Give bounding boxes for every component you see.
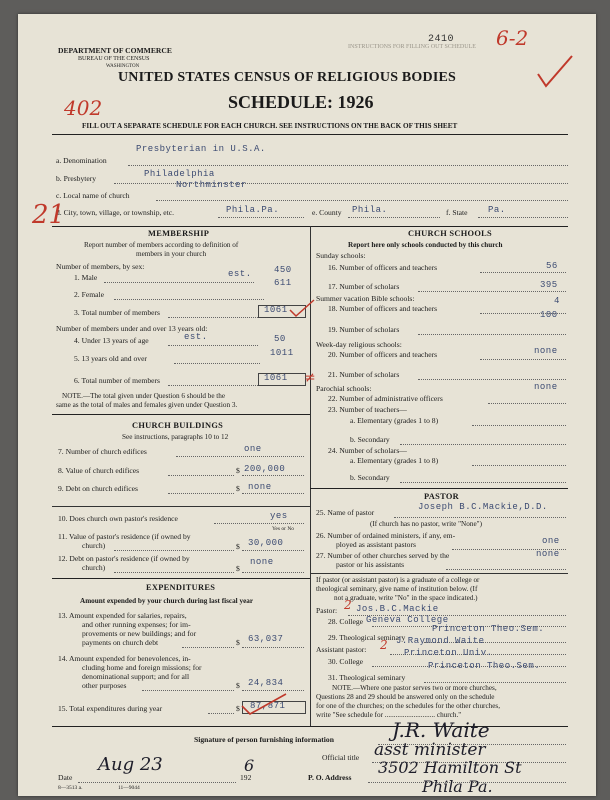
red-mark-asst: 2 [380, 638, 388, 652]
q3-value: 1061 [264, 305, 288, 315]
q18-value: 4 [554, 296, 560, 306]
q14-label-b: cluding home and foreign missions; for [82, 663, 202, 672]
city-label: WASHINGTON [106, 64, 140, 69]
q8-value: 200,000 [244, 464, 286, 474]
local-name-value: Northminster [176, 180, 247, 190]
parochial-label: Parochial schools: [316, 384, 372, 393]
q2-label: 2. Female [74, 290, 104, 299]
q21-label: 21. Number of scholars [328, 370, 400, 379]
q11-label-b: church) [82, 541, 106, 550]
q2-value: 611 [274, 278, 292, 288]
asst-pastor-value: J.Raymond Waite [396, 636, 485, 646]
q12-value: none [250, 557, 274, 567]
q24-label: 24. Number of scholars— [328, 446, 407, 455]
bleed-through-text: INSTRUCTIONS FOR FILLING OUT SCHEDULE [348, 44, 476, 50]
pastor-note-3: for one of the churches; on the schedules for the other churches, [316, 702, 501, 710]
q6-label: 6. Total number of members [74, 376, 161, 385]
q26-value: one [542, 536, 560, 546]
official-title-label: Official title [322, 753, 360, 762]
state-label: f. State [446, 208, 468, 217]
expenditures-sub: Amount expended by your church during last fiscal year [80, 597, 254, 605]
county-value: Phila. [352, 205, 388, 215]
handwritten-code: 6-2 [496, 26, 529, 50]
q20-label: 20. Number of officers and teachers [328, 350, 438, 359]
q26-label-b: ployed as assistant pastors [336, 540, 416, 549]
red-check-q15-icon [240, 692, 290, 716]
parochial-value: none [534, 382, 558, 392]
red-margin-number: 402 [64, 96, 103, 120]
q19-value: 100 [540, 310, 558, 320]
q29-value: Princeton Theo.Sem. [432, 624, 545, 634]
grad-instr-1: If pastor (or assistant pastor) is a graduate of a college or [316, 576, 480, 584]
q17-label: 17. Number of scholars [328, 282, 400, 291]
q1-value: 450 [274, 265, 292, 275]
schools-title: CHURCH SCHOOLS [408, 229, 493, 238]
q16-label: 16. Number of officers and teachers [328, 263, 438, 272]
q23-label: 23. Number of teachers— [328, 405, 407, 414]
q10-value: yes [270, 511, 288, 521]
q7-label: 7. Number of church edifices [58, 447, 147, 456]
denomination-value: Presbyterian in U.S.A. [136, 144, 266, 154]
by-sex-label: Number of members, by sex: [56, 262, 145, 271]
q25-value: Joseph B.C.Mackie,D.D. [418, 502, 548, 512]
q1-note: est. [228, 269, 252, 279]
q6-value: 1061 [264, 373, 288, 383]
q14-value: 24,834 [248, 678, 284, 688]
q14-label-c: denominational support; and for all [82, 672, 190, 681]
city-town-label: d. City, town, village, or township, etc. [56, 208, 175, 217]
year-value: 6 [244, 756, 255, 775]
membership-note2: same as the total of males and females given under Question 3. [56, 401, 238, 409]
red-mark-q6: ≠ [304, 370, 316, 386]
q4-label: 4. Under 13 years of age [74, 336, 149, 345]
pastor-name-value: Jos.B.C.Mackie [356, 604, 439, 614]
q15-label: 15. Total expenditures during year [58, 704, 163, 713]
instruction-line: FILL OUT A SEPARATE SCHEDULE FOR EACH CHURCH. SEE INSTRUCTIONS ON THE BACK OF THIS SHEET [82, 122, 458, 130]
q7-value: one [244, 444, 262, 454]
q30-label: 30. College [328, 657, 364, 666]
q29-label: 29. Theological seminary [328, 633, 406, 642]
q27-label-b: pastor or his assistants [336, 560, 405, 569]
q26-label-a: 26. Number of ordained ministers, if any, em- [316, 531, 456, 540]
q19-label: 19. Number of scholars [328, 325, 400, 334]
q31-label: 31. Theological seminary [328, 673, 406, 682]
q20-value: none [534, 346, 558, 356]
grad-instr-3: not a graduate, write "No" in the space indicated.) [334, 594, 478, 602]
q13-label-b: and other running expenses; for im- [82, 620, 191, 629]
membership-title: MEMBERSHIP [148, 229, 210, 238]
q13-value: 63,037 [248, 634, 284, 644]
pastor-title: PASTOR [424, 492, 459, 501]
schedule-title: SCHEDULE: 1926 [228, 92, 374, 112]
q9-label: 9. Debt on church edifices [58, 484, 138, 493]
membership-sub1: Report number of members according to definition of [84, 241, 239, 249]
membership-sub2: members in your church [136, 250, 207, 258]
q13-label-c: provements or new buildings; and for [82, 629, 197, 638]
denomination-label: a. Denomination [56, 156, 107, 165]
q24a-label: a. Elementary (grades 1 to 8) [350, 456, 439, 465]
red-check-icon [536, 54, 576, 94]
q11-value: 30,000 [248, 538, 284, 548]
q27-value: none [536, 549, 560, 559]
signature-label: Signature of person furnishing information [194, 735, 334, 744]
q23a-label: a. Elementary (grades 1 to 8) [350, 416, 439, 425]
q13-label-a: 13. Amount expended for salaries, repairs, [58, 611, 187, 620]
expenditures-title: EXPENDITURES [146, 583, 216, 592]
form-number: 8—3513 a. [58, 785, 83, 791]
asst-pastor-label: Assistant pastor: [316, 645, 367, 654]
q5-value: 1011 [270, 348, 294, 358]
print-number: 11—9044 [118, 785, 140, 791]
q27-label-a: 27. Number of other churches served by the [316, 551, 450, 560]
date-value: Aug 23 [98, 754, 163, 775]
schools-sub: Report here only schools conducted by this church [348, 241, 503, 249]
buildings-title: CHURCH BUILDINGS [132, 421, 224, 430]
stamp-number: 2410 [428, 34, 455, 45]
local-name-label: c. Local name of church [56, 191, 130, 200]
q1-label: 1. Male [74, 273, 98, 282]
weekday-label: Week-day religious schools: [316, 340, 402, 349]
census-schedule-sheet: DEPARTMENT OF COMMERCE BUREAU OF THE CENSUS WASHINGTON INSTRUCTIONS FOR FILLING OUT SCHEDULE 2410 6-2 UNITED STATES CENSUS OF RELIGIOUS BODIES 402 SCHEDULE: 1926 FILL OUT A SEPARATE SCHEDULE FOR EACH CHURCH. SEE INSTRUCTIONS ON THE BACK OF THIS SHEET a. Denomination Presbyterian in U.S.A. b. Presbytery Philadelphia c. Local name of church Northminster d. City, town, village, or township, etc. Phila.Pa. e. County Phila. f. State Pa. 21 MEMBERSHIP Report number of members according to definition of members in your church Number of members, by sex: 1. Male est. 450 2. Female 611 3. Total number of members 1061 Number of members under and over 13 years old: 4. Under 13 years of age est. 50 5. 13 years old and over 1011 6. Total number of members 1061 ≠ NOTE.—The total given under Question 6 should be the same as the total of males and females given under Question 3. CHURCH BUILDINGS See instructions, paragraphs 10 to 12 7. Number of church edifices one 8. Value of church edifices $ 200,000 9. Debt on church edifices $ none 10. Does church own pastor's residence yes Yes or No 11. Value of pastor's residence (if owned by church) $ 30,000 12. Debt on pastor's residence (if owned by church) $ none EXPENDITURES Amount expended by your church during last fiscal year 13. Amount expended for salaries, repairs, and other running expenses; for im- provements or new buildings; and for payments on church debt $ 63,037 14. Amount expended for benevolences, in- cluding home and foreign missions; for denominational support; and for all other purposes $ 24,834 15. Total expenditures during year $ 87,871 CHURCH SCHOOLS Report here only schools conducted by this church Sunday schools: 16. Number of officers and teachers 56 17. Number of scholars 395 Summer vacation Bible schools: 18. Number of officers and teachers 4 19. Number of scholars 100 Week-day religious schools: 20. Number of officers and teachers none 21. Number of scholars Parochial schools: none 22. Number of administrative officers 23. Number of teachers— a. Elementary (grades 1 to 8) b. Secondary 24. Number of scholars— a. Elementary (grades 1 to 8) b. Secondary PASTOR 25. Name of pastor Joseph B.C.Mackie,D.D. (If church has no pastor, write "None") 26. Number of ordained ministers, if any, em- ployed as assistant pastors one 27. Number of other churches served by the pastor or his assistants none If pastor (or assistant pastor) is a graduate of a college or theological seminary, give name of institution below. (If not a graduate, write "No" in the space indicated.) Pastor: 2 Jos.B.C.Mackie 28. College Geneva College 29. Theological seminary Princeton Theo.Sem. Assistant pastor: 2 J.Raymond Waite 30. College Princeton Univ. 31. Theological seminary Princeton Theo.Sem. NOTE.—Where one pastor serves two or more churches, Questions 28 and 29 should be answered only on the schedule for one of the churches; on the schedules for the other churches, write "See schedule for ............................ church." Signature of person furnishing information J.R. Waite Official title asst minister Date Aug 23 192 6 P. O. Address 3502 Hamilton St Phila Pa. 8—3513 a. 11—9044 [18, 14, 596, 796]
q28-label: 28. College [328, 617, 364, 626]
q5-label: 5. 13 years old and over [74, 354, 147, 363]
q16-value: 56 [546, 261, 558, 271]
q25-note: (If church has no pastor, write "None") [370, 520, 482, 528]
po-address-label: P. O. Address [308, 773, 352, 782]
pastor-note-4: write "See schedule for ............................ church." [316, 711, 462, 719]
official-title-value: asst minister [374, 740, 486, 760]
q9-value: none [248, 482, 272, 492]
dept-label: DEPARTMENT OF COMMERCE [58, 46, 172, 55]
signature-value: J.R. Waite [392, 718, 490, 742]
q23b-label: b. Secondary [350, 435, 390, 444]
sunday-label: Sunday schools: [316, 251, 366, 260]
yes-no-hint: Yes or No [272, 526, 295, 532]
q13-label-d: payments on church debt [82, 638, 159, 647]
presbytery-label: b. Presbytery [56, 174, 97, 183]
q15-value: 87,871 [250, 701, 286, 711]
q28-value: Geneva College [366, 615, 449, 625]
bureau-label: BUREAU OF THE CENSUS [78, 56, 150, 62]
form-title: UNITED STATES CENSUS OF RELIGIOUS BODIES [118, 70, 457, 85]
red-mark-pastor: 2 [344, 598, 352, 612]
red-margin-mark: 21 [32, 200, 66, 230]
membership-note1: NOTE.—The total given under Question 6 should be the [62, 392, 226, 400]
city-town-value: Phila.Pa. [226, 205, 280, 215]
by-age-label: Number of members under and over 13 years old: [56, 324, 208, 333]
q25-label: 25. Name of pastor [316, 508, 375, 517]
buildings-sub: See instructions, paragraphs 10 to 12 [122, 433, 229, 441]
pastor-name-label: Pastor: [316, 606, 338, 615]
date-label: Date [58, 773, 73, 782]
q31-value: Princeton Theo.Sem. [428, 661, 541, 671]
state-value: Pa. [488, 205, 506, 215]
q12-label-b: church) [82, 563, 106, 572]
q24b-label: b. Secondary [350, 473, 390, 482]
q18-label: 18. Number of officers and teachers [328, 304, 438, 313]
q22-label: 22. Number of administrative officers [328, 394, 443, 403]
q4-value: 50 [274, 334, 286, 344]
q3-label: 3. Total number of members [74, 308, 161, 317]
q14-label-a: 14. Amount expended for benevolences, in- [58, 654, 191, 663]
q17-value: 395 [540, 280, 558, 290]
q30-value: Princeton Univ. [404, 648, 493, 658]
q10-label: 10. Does church own pastor's residence [58, 514, 178, 523]
po-address-line2: Phila Pa. [422, 777, 493, 796]
pastor-note-2: Questions 28 and 29 should be answered only on the schedule [316, 693, 495, 701]
q14-label-d: other purposes [82, 681, 127, 690]
summer-label: Summer vacation Bible schools: [316, 294, 415, 303]
year-prefix: 192 [240, 773, 252, 782]
q11-label-a: 11. Value of pastor's residence (if owned by [58, 532, 191, 541]
pastor-note-1: NOTE.—Where one pastor serves two or more churches, [332, 684, 497, 692]
q12-label-a: 12. Debt on pastor's residence (if owned by [58, 554, 190, 563]
presbytery-value: Philadelphia [144, 169, 215, 179]
red-tick-icon [288, 298, 318, 318]
q4-note: est. [184, 332, 208, 342]
county-label: e. County [312, 208, 342, 217]
grad-instr-2: theological seminary, give name of institution below. (If [316, 585, 478, 593]
q8-label: 8. Value of church edifices [58, 466, 140, 475]
po-address-line1: 3502 Hamilton St [378, 758, 522, 777]
